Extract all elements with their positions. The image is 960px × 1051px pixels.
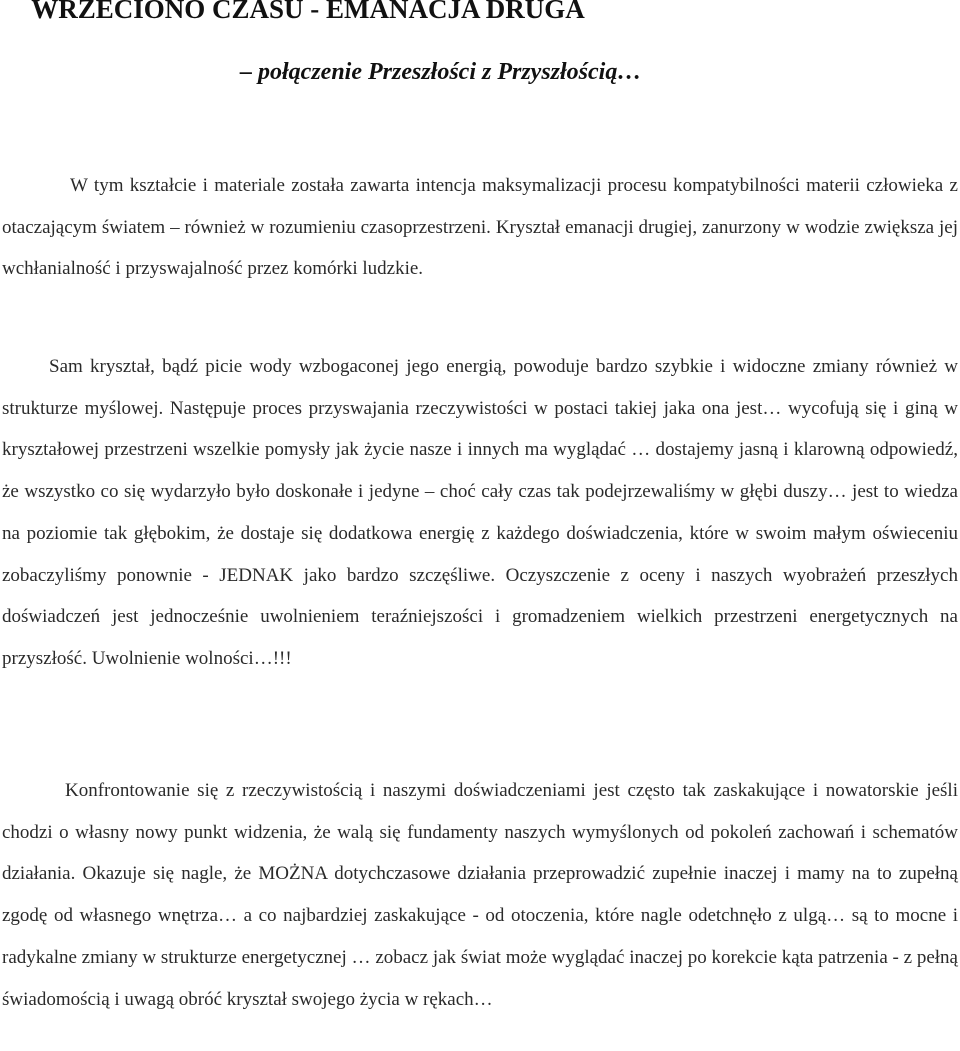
paragraph-intro <box>2 165 958 290</box>
page-title <box>0 0 960 25</box>
paragraph-confrontation <box>2 770 958 1020</box>
paragraph-crystal-effects-text: Sam kryształ, bądź picie wody wzbogaconej jego energią, powoduje bardzo szybkie i widoczne zmiany również w strukturze myślowej. Następuje proces przyswajania rzeczywistości w postaci takiej jaka ona jest… wycofują się i giną w kryształowej przestrzeni wszelkie pomysły jak życie nasze i innych ma wyglądać … dostajemy jasną i klarowną odpowiedź, że wszystko co się wydarzyło było doskonałe i jedyne – choć cały czas tak podejrzewaliśmy w głębi duszy… jest to wiedza na poziomie tak głębokim, że dostaje się dodatkowa energię z każdego doświadczenia, które w swoim małym oświeceniu zobaczyliśmy ponownie - JEDNAK jako bardzo szczęśliwe. Oczyszczenie z oceny i naszych wyobrażeń przeszłych doświadczeń jest jednocześnie uwolnieniem teraźniejszości i gromadzeniem wielkich przestrzeni energetycznych na przyszłość. Uwolnienie wolności…!!! <box>2 356 958 669</box>
paragraph-confrontation-text: Konfrontowanie się z rzeczywistością i naszymi doświadczeniami jest często tak zaskakujące i nowatorskie jeśli chodzi o własny nowy punkt widzenia, że walą się fundamenty naszych wymyślonych od pokoleń zachowań i schematów działania. Okazuje się nagle, że MOŻNA dotychczasowe działania przeprowadzić zupełnie inaczej i mamy na to zupełną zgodę od własnego wnętrza… a co najbardziej zaskakujące - od otoczenia, które nagle odetchnęło z ulgą… są to mocne i radykalne zmiany w strukturze energetycznej … zobacz jak świat może wyglądać inaczej po korekcie kąta patrzenia - z pełną świadomością i uwagą obróć kryształ swojego życia w rękach… <box>2 780 958 1010</box>
page-subtitle: – połączenie Przeszłości z Przyszłością… <box>240 59 642 85</box>
paragraph-crystal-effects <box>2 346 958 680</box>
paragraph-intro-text: W tym kształcie i materiale została zawarta intencja maksymalizacji procesu kompatybilności materii człowieka z otaczającym światem – również w rozumieniu czasoprzestrzeni. Kryształ emanacji drugiej, zanurzony w wodzie zwiększa jej wchłanialność i przyswajalność przez komórki ludzkie. <box>2 175 958 280</box>
page-title-text: WRZECIONO CZASU - EMANACJA DRUGA <box>31 0 585 24</box>
